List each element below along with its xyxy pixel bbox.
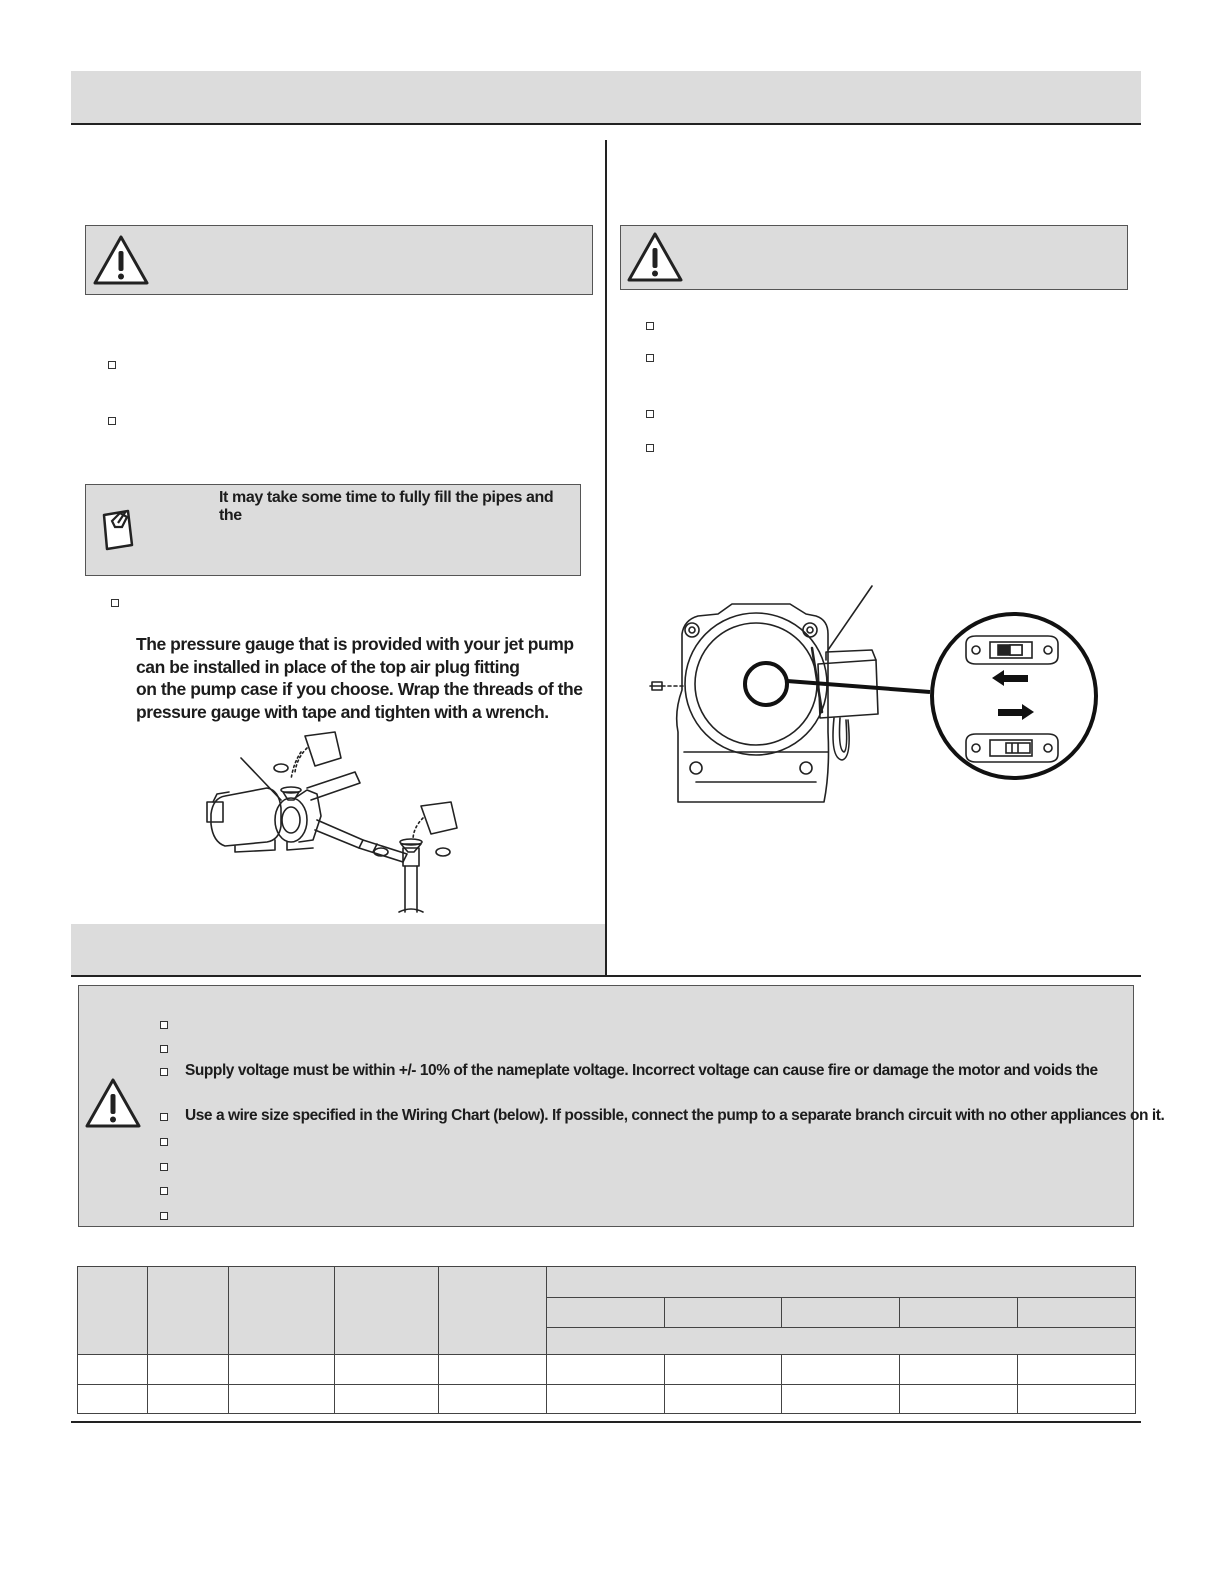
checkbox-icon [160,1163,168,1171]
voltage-switch-illustration [640,582,1105,807]
table-cell [1018,1355,1136,1385]
warning-box-left [85,225,593,295]
header-cell [547,1267,1136,1298]
paragraph-line: on the pump case if you choose. Wrap the threads of the [136,679,583,699]
note-text: It may take some time to fully fill the pipes and the [219,489,554,524]
electrical-section-rule [71,975,1141,977]
checkbox-icon [160,1068,168,1076]
header-cell [665,1298,782,1328]
table-cell [78,1385,148,1414]
checkbox-icon [160,1113,168,1121]
checkbox-icon [646,322,654,330]
table-cell [782,1385,900,1414]
table-cell [148,1385,229,1414]
table-cell [782,1355,900,1385]
pump-priming-illustration [195,728,485,918]
header-cell [1018,1298,1136,1328]
electrical-warning-item: Use a wire size specified in the Wiring Chart (below). If possible, connect the pump to a separate branch circuit with no other appliances on it. [185,1107,1165,1124]
table-cell [547,1355,665,1385]
checkbox-icon [160,1187,168,1195]
table-cell [547,1385,665,1414]
section-header-band [71,71,1141,123]
column-divider [605,140,607,977]
paragraph-line: can be installed in place of the top air plug fitting [136,656,520,677]
header-cell [439,1267,547,1355]
header-cell [547,1328,1136,1355]
checkbox-icon [108,417,116,425]
warning-triangle-icon [626,231,684,283]
warning-triangle-icon [84,1077,142,1129]
section-header-rule [71,123,1141,125]
electrical-section-header-band [71,924,605,976]
pressure-gauge-paragraph [136,633,583,723]
checkbox-icon [108,361,116,369]
wiring-chart-table [77,1266,1136,1414]
checkbox-icon [646,444,654,452]
warning-box-right [620,225,1128,290]
table-cell [900,1355,1018,1385]
table-cell [665,1385,782,1414]
header-cell [78,1267,148,1355]
header-cell [547,1298,665,1328]
table-cell [229,1355,335,1385]
header-cell [782,1298,900,1328]
electrical-warning-box [78,985,1165,1227]
paragraph-line: pressure gauge with tape and tighten with a wrench. [136,701,549,722]
note-pad-icon [98,505,140,553]
header-cell [148,1267,229,1355]
table-cell [1018,1385,1136,1414]
table-cell [148,1355,229,1385]
checkbox-icon [160,1021,168,1029]
warning-triangle-icon [92,234,150,286]
table-cell [665,1355,782,1385]
checkbox-icon [160,1212,168,1220]
table-row [78,1355,1136,1385]
table-cell [900,1385,1018,1414]
checkbox-icon [160,1045,168,1053]
checkbox-icon [111,599,119,607]
table-row [78,1385,1136,1414]
checkbox-icon [160,1138,168,1146]
table-header-row [78,1267,1136,1298]
note-box [85,484,581,576]
table-cell [335,1355,439,1385]
table-cell [335,1385,439,1414]
table-cell [439,1385,547,1414]
checkbox-icon [646,410,654,418]
header-cell [900,1298,1018,1328]
checkbox-icon [646,354,654,362]
table-cell [78,1355,148,1385]
electrical-warning-item: Supply voltage must be within +/- 10% of the nameplate voltage. Incorrect voltage can cause fire or damage the motor and voids the [185,1062,1098,1079]
header-cell [229,1267,335,1355]
table-cell [439,1355,547,1385]
footer-rule [71,1421,1141,1423]
table-cell [229,1385,335,1414]
paragraph-line: The pressure gauge that is provided with your jet pump [136,634,574,654]
header-cell [335,1267,439,1355]
